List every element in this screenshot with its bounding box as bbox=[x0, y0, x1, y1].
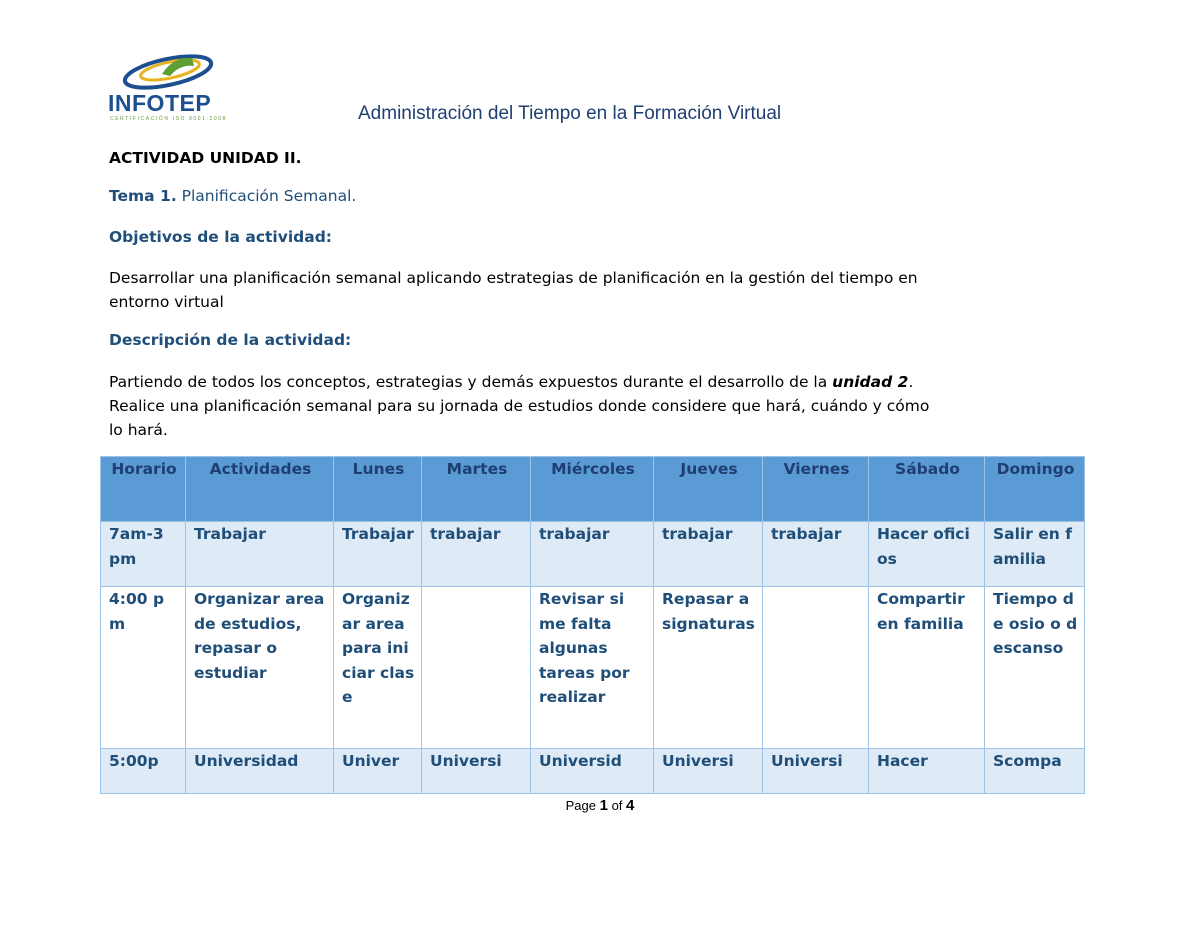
table-cell: Repasar asignaturas bbox=[654, 587, 763, 749]
header-cell: Jueves bbox=[654, 457, 763, 522]
table-cell: Organizar area de estudios, repasar o estudiar bbox=[186, 587, 334, 749]
table-row bbox=[101, 749, 1085, 794]
table-cell: Universidad bbox=[186, 749, 334, 794]
description-fragment: Partiendo de todos los conceptos, estrategias y demás expuestos durante el desarrollo de la bbox=[109, 373, 833, 391]
page-footer bbox=[0, 797, 1200, 814]
table-cell: Univer bbox=[334, 749, 422, 794]
table-row bbox=[101, 587, 1085, 749]
table-cell: Hacer bbox=[869, 749, 985, 794]
table-cell: trabajar bbox=[422, 522, 531, 587]
table-cell: Organizar area para iniciar clase bbox=[334, 587, 422, 749]
table-cell: Scompa bbox=[985, 749, 1085, 794]
table-cell: Trabajar bbox=[334, 522, 422, 587]
table-cell: Revisar si me falta algunas tareas por realizar bbox=[531, 587, 654, 749]
footer-page-word: Page bbox=[565, 798, 596, 813]
table-cell: Hacer oficios bbox=[869, 522, 985, 587]
header-cell: Martes bbox=[422, 457, 531, 522]
table-cell: 5:00p bbox=[101, 749, 186, 794]
table-cell: trabajar bbox=[654, 522, 763, 587]
description-text bbox=[109, 370, 929, 442]
footer-current-page: 1 bbox=[599, 797, 608, 814]
tema-line bbox=[109, 187, 356, 205]
objectives-text bbox=[109, 266, 918, 314]
header-cell: Sábado bbox=[869, 457, 985, 522]
tema-label: Tema 1. bbox=[109, 187, 177, 205]
table-cell bbox=[763, 587, 869, 749]
document-title: Administración del Tiempo en la Formación Virtual bbox=[358, 103, 782, 124]
table-cell: 4:00 pm bbox=[101, 587, 186, 749]
table-cell: Trabajar bbox=[186, 522, 334, 587]
table-cell: Universi bbox=[422, 749, 531, 794]
table-cell: 7am-3 pm bbox=[101, 522, 186, 587]
header-cell: Viernes bbox=[763, 457, 869, 522]
weekly-schedule-table bbox=[100, 456, 1085, 794]
table-cell: Salir en familia bbox=[985, 522, 1085, 587]
description-heading: Descripción de la actividad: bbox=[109, 331, 352, 349]
table-row bbox=[101, 522, 1085, 587]
logo-swoosh-icon bbox=[122, 52, 214, 92]
header-cell: Lunes bbox=[334, 457, 422, 522]
table-cell: Universi bbox=[654, 749, 763, 794]
description-line bbox=[109, 370, 929, 394]
logo-certification: CERTIFICACIÓN ISO 9001:2008 bbox=[110, 116, 228, 122]
description-fragment: . bbox=[908, 373, 914, 391]
objectives-line: entorno virtual bbox=[109, 293, 224, 311]
table-cell: Tiempo de osio o descanso bbox=[985, 587, 1085, 749]
table-cell bbox=[422, 587, 531, 749]
description-emphasis: unidad 2 bbox=[832, 373, 909, 391]
header-cell: Horario bbox=[101, 457, 186, 522]
table-header-row bbox=[101, 457, 1085, 522]
header-cell: Domingo bbox=[985, 457, 1085, 522]
header-cell: Miércoles bbox=[531, 457, 654, 522]
table-cell: trabajar bbox=[531, 522, 654, 587]
footer-of-word: of bbox=[611, 798, 623, 813]
description-line: lo hará. bbox=[109, 421, 168, 439]
objectives-line: Desarrollar una planificación semanal aplicando estrategias de planificación en la gestión del tiempo en bbox=[109, 269, 918, 287]
footer-total-pages: 4 bbox=[626, 797, 635, 814]
table-cell: trabajar bbox=[763, 522, 869, 587]
table-cell: Universid bbox=[531, 749, 654, 794]
tema-text: Planificación Semanal. bbox=[176, 187, 357, 205]
table-cell: Universi bbox=[763, 749, 869, 794]
infotep-logo bbox=[108, 52, 230, 124]
activity-heading: ACTIVIDAD UNIDAD II. bbox=[109, 149, 302, 167]
logo-wordmark: INFOTEP bbox=[108, 90, 212, 116]
objectives-heading: Objetivos de la actividad: bbox=[109, 228, 333, 246]
table-cell: Compartir en familia bbox=[869, 587, 985, 749]
description-line: Realice una planificación semanal para su jornada de estudios donde considere que hará, cuándo y cómo bbox=[109, 397, 930, 415]
header-cell: Actividades bbox=[186, 457, 334, 522]
